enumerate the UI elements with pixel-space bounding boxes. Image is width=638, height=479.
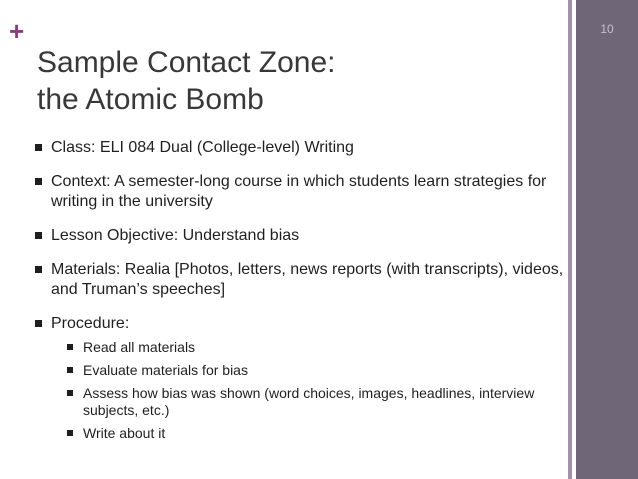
square-bullet-icon bbox=[67, 390, 73, 396]
sidebar-band bbox=[574, 0, 638, 479]
bullet-item-procedure bbox=[35, 314, 565, 442]
step-text: Read all materials bbox=[83, 339, 196, 355]
bullet-text: Procedure: bbox=[51, 315, 130, 332]
bullet-text: Lesson Objective: Understand bias bbox=[51, 227, 300, 244]
bullet-text: Class: ELI 084 Dual (College-level) Writing bbox=[51, 139, 354, 156]
title-line-1: Sample Contact Zone: bbox=[37, 46, 336, 79]
square-bullet-icon bbox=[35, 178, 42, 185]
square-bullet-icon bbox=[67, 344, 73, 350]
square-bullet-icon bbox=[35, 320, 42, 327]
sidebar-divider bbox=[574, 0, 576, 479]
bullet-item-materials bbox=[35, 260, 565, 300]
square-bullet-icon bbox=[67, 430, 73, 436]
slide-title bbox=[37, 44, 336, 118]
slide-number: 10 bbox=[600, 22, 614, 36]
title-line-2: the Atomic Bomb bbox=[37, 83, 264, 116]
procedure-step-list bbox=[51, 339, 565, 442]
step-text: Write about it bbox=[83, 425, 166, 441]
square-bullet-icon bbox=[35, 232, 42, 239]
bullet-item-class bbox=[35, 138, 565, 158]
sidebar-accent-stripe bbox=[568, 0, 572, 479]
bullet-item-objective bbox=[35, 226, 565, 246]
square-bullet-icon bbox=[35, 144, 42, 151]
step-text: Evaluate materials for bias bbox=[83, 362, 248, 378]
procedure-step bbox=[67, 385, 565, 419]
plus-icon: + bbox=[9, 16, 25, 46]
procedure-step bbox=[67, 362, 565, 379]
procedure-step bbox=[67, 339, 565, 356]
bullet-item-context bbox=[35, 172, 565, 212]
procedure-step bbox=[67, 425, 565, 442]
step-text: Assess how bias was shown (word choices, images, headlines, interview subjects, etc.) bbox=[83, 385, 535, 418]
square-bullet-icon bbox=[67, 367, 73, 373]
bullet-text: Materials: Realia [Photos, letters, news reports (with transcripts), videos, and Truman’s speeches] bbox=[51, 261, 564, 298]
bullet-text: Context: A semester-long course in which students learn strategies for writing in the university bbox=[51, 173, 547, 210]
bullet-list bbox=[35, 138, 565, 456]
square-bullet-icon bbox=[35, 266, 42, 273]
